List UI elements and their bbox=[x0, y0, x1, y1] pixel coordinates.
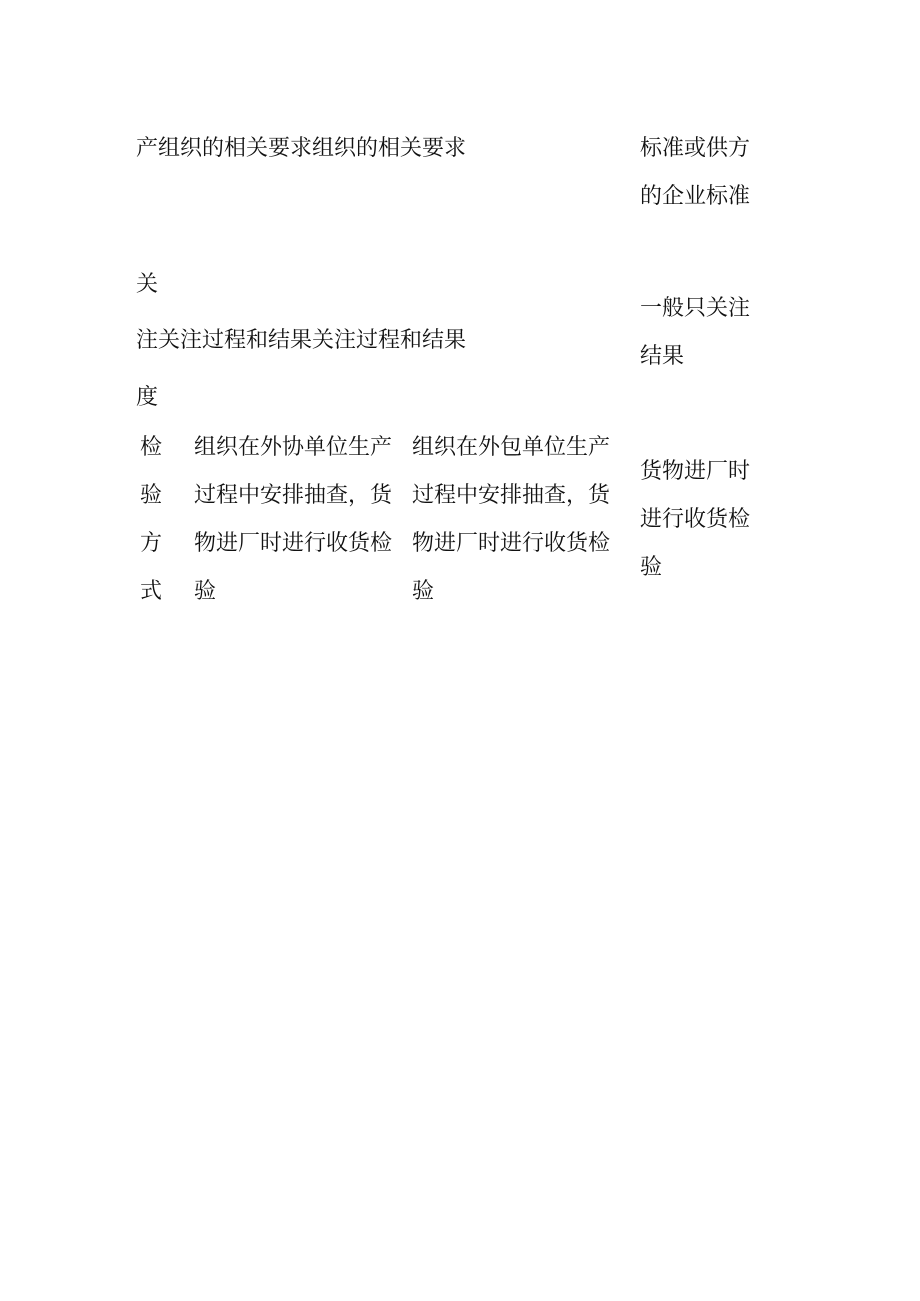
focus-right-line-1: 一般只关注 bbox=[640, 296, 751, 321]
inspection-cell-supplier bbox=[640, 448, 855, 592]
focus-right-line-2-clip bbox=[640, 333, 780, 369]
cell-line: 验 bbox=[194, 579, 217, 604]
inspection-label-char: 检 bbox=[140, 435, 163, 460]
cell-line: 物进厂时进行收货检 bbox=[412, 531, 611, 556]
focus-left-text: 注关注过程和结果关注过程和结果 bbox=[136, 328, 467, 353]
cell-line: 组织在外协单位生产 bbox=[194, 435, 393, 460]
cell-line: 验 bbox=[640, 555, 663, 580]
focus-label-top: 关 bbox=[136, 272, 159, 297]
inspection-cell-outsourced-contract bbox=[412, 424, 627, 616]
requirements-left-text: 产组织的相关要求组织的相关要求 bbox=[136, 136, 467, 161]
cell-line: 验 bbox=[412, 579, 435, 604]
cell-line: 过程中安排抽查，货 bbox=[194, 483, 393, 508]
inspection-label-char: 式 bbox=[140, 579, 163, 604]
cell-line: 货物进厂时 bbox=[640, 459, 751, 484]
cell-line: 组织在外包单位生产 bbox=[412, 435, 611, 460]
cell-line: 进行收货检 bbox=[640, 507, 751, 532]
cell-line: 过程中安排抽查，货 bbox=[412, 483, 611, 508]
inspection-cell-outsourced-coop bbox=[194, 424, 409, 616]
inspection-label-char: 验 bbox=[140, 483, 163, 508]
cell-line: 物进厂时进行收货检 bbox=[194, 531, 393, 556]
inspection-label-char: 方 bbox=[140, 531, 163, 556]
focus-right-line-2: 结果 bbox=[640, 344, 685, 369]
requirements-right-line-2: 的企业标准 bbox=[640, 184, 751, 209]
focus-label-bottom: 度 bbox=[136, 385, 159, 410]
requirements-right-line-1: 标准或供方 bbox=[640, 136, 751, 161]
inspection-label-column bbox=[140, 424, 164, 616]
